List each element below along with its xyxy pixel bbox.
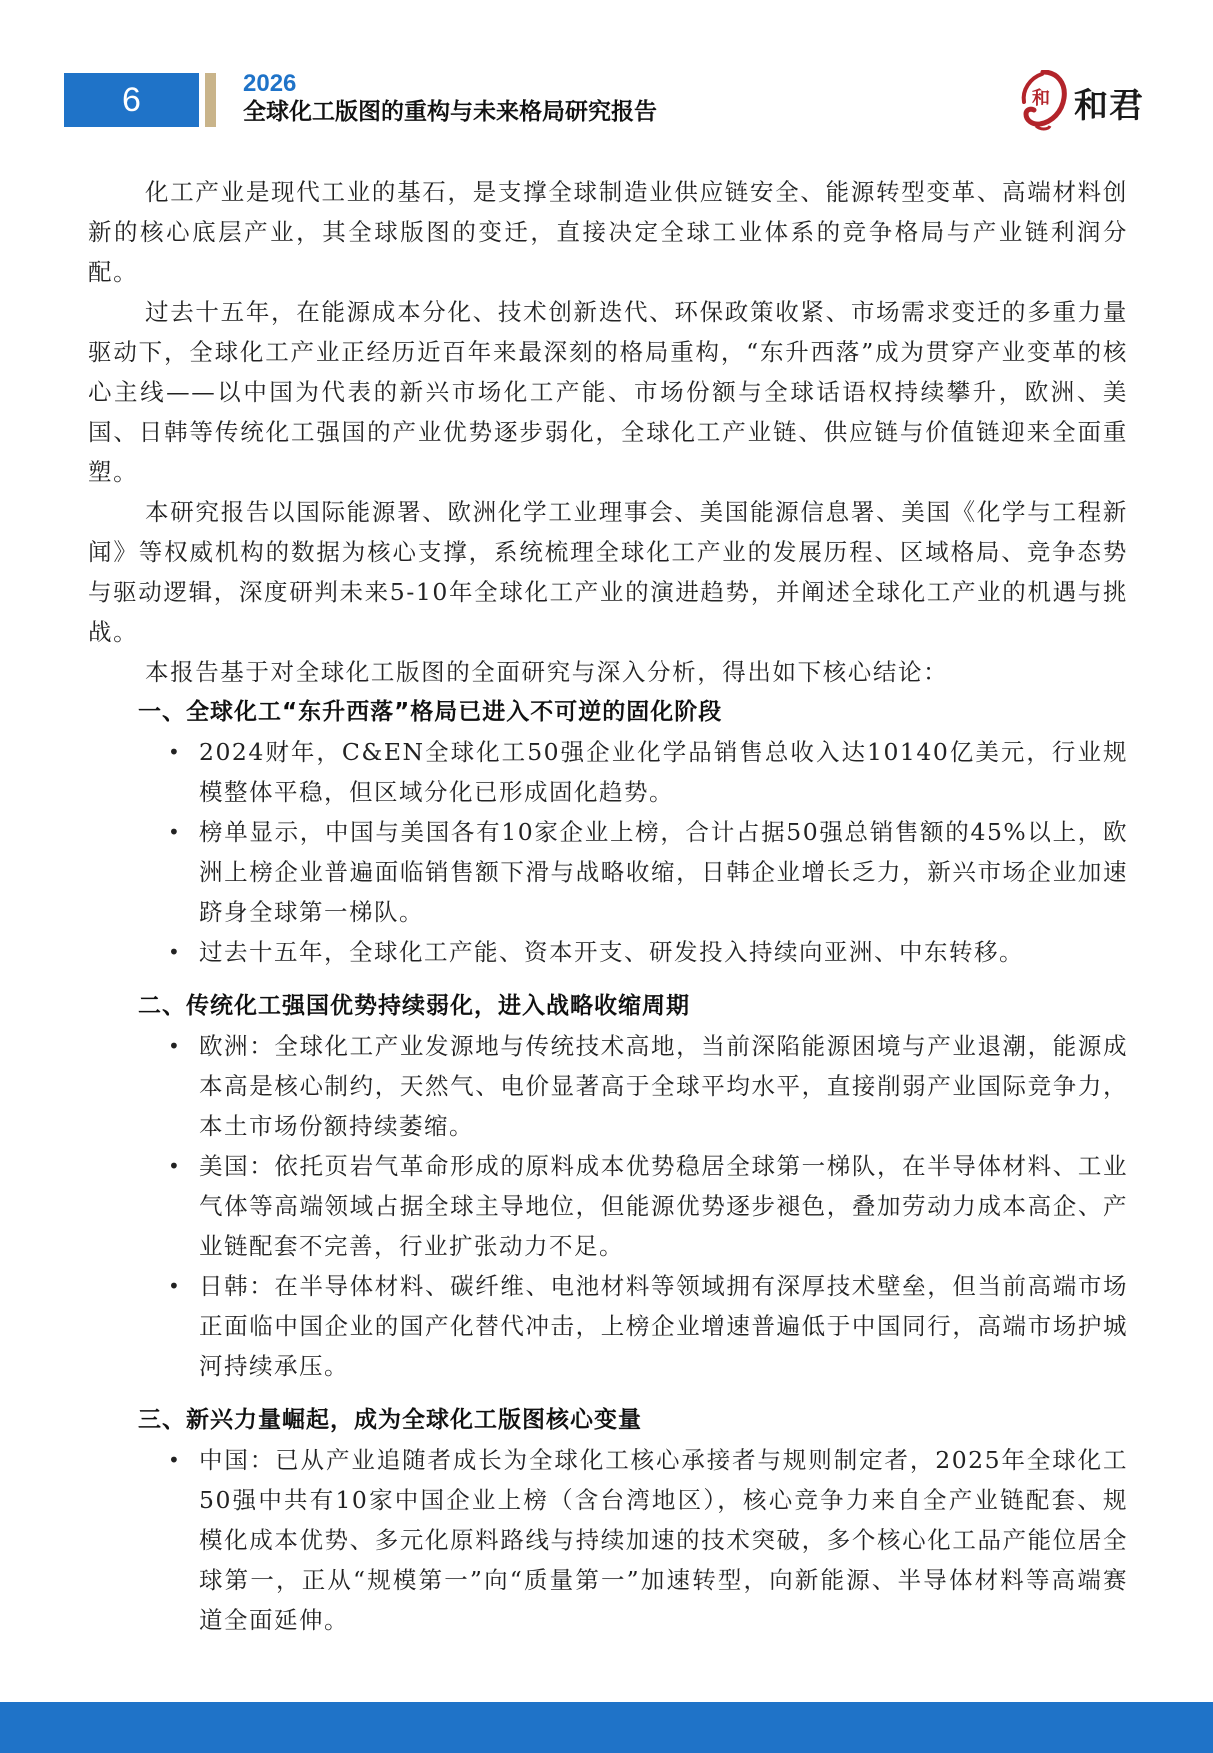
- section-3: [88, 1400, 1128, 1640]
- section-1: [88, 692, 1128, 972]
- list-item-text: 榜单显示，中国与美国各有10家企业上榜，合计占据50强总销售额的45%以上，欧洲上榜企业普遍面临销售额下滑与战略收缩，日韩企业增长乏力，新兴市场企业加速跻身全球第一梯队。: [199, 818, 1128, 926]
- bullet-icon: •: [168, 1274, 182, 1298]
- list-item-text: 中国：已从产业追随者成长为全球化工核心承接者与规则制定者，2025年全球化工50强中共有10家中国企业上榜（含台湾地区），核心竞争力来自全产业链配套、规模化成本优势、多元化原料路线与持续加速的技术突破，多个核心化工品产能位居全球第一，正从“规模第一”向“质量第一”加速转型，向新能源、半导体材料等高端赛道全面延伸。: [199, 1446, 1128, 1634]
- page-number: 6: [122, 80, 141, 119]
- intro-paragraph: 化工产业是现代工业的基石，是支撑全球制造业供应链安全、能源转型变革、高端材料创新的核心底层产业，其全球版图的变迁，直接决定全球工业体系的竞争格局与产业链利润分配。: [88, 178, 1128, 286]
- section-heading: 一、全球化工“东升西落”格局已进入不可逆的固化阶段: [138, 699, 723, 725]
- company-logo: [1018, 70, 1168, 136]
- bullet-icon: •: [168, 1034, 182, 1058]
- list-item: [88, 932, 1128, 972]
- intro-paragraph: 过去十五年，在能源成本分化、技术创新迭代、环保政策收紧、市场需求变迁的多重力量驱动下，全球化工产业正经历近百年来最深刻的格局重构，“东升西落”成为贯穿产业变革的核心主线——以中国为代表的新兴市场化工产能、市场份额与全球话语权持续攀升，欧洲、美国、日韩等传统化工强国的产业优势逐步弱化，全球化工产业链、供应链与价值链迎来全面重塑。: [88, 298, 1128, 486]
- bullet-list: [88, 1026, 1128, 1386]
- list-item: [88, 1440, 1128, 1640]
- logo-wordmark: 和君: [1074, 86, 1144, 126]
- section-heading: 三、新兴力量崛起，成为全球化工版图核心变量: [138, 1407, 642, 1433]
- page-number-accent-bar: [205, 73, 216, 127]
- bullet-icon: •: [168, 1448, 182, 1472]
- footer-bar: [0, 1702, 1213, 1753]
- intro-paragraph: 本研究报告以国际能源署、欧洲化学工业理事会、美国能源信息署、美国《化学与工程新闻》等权威机构的数据为核心支撑，系统梳理全球化工产业的发展历程、区域格局、竞争态势与驱动逻辑，深度研判未来5-10年全球化工产业的演进趋势，并阐述全球化工产业的机遇与挑战。: [88, 498, 1128, 646]
- bullet-icon: •: [168, 740, 182, 764]
- report-year: 2026: [243, 70, 297, 97]
- list-item: [88, 732, 1128, 812]
- list-item: [88, 1026, 1128, 1146]
- section-heading: 二、传统化工强国优势持续弱化，进入战略收缩周期: [138, 993, 690, 1019]
- bullet-list: [88, 1440, 1128, 1640]
- list-item: [88, 812, 1128, 932]
- list-item-text: 欧洲：全球化工产业发源地与传统技术高地，当前深陷能源困境与产业退潮，能源成本高是核心制约，天然气、电价显著高于全球平均水平，直接削弱产业国际竞争力，本土市场份额持续萎缩。: [199, 1032, 1128, 1140]
- bullet-icon: •: [168, 820, 182, 844]
- list-item-text: 日韩：在半导体材料、碳纤维、电池材料等领域拥有深厚技术壁垒，但当前高端市场正面临中国企业的国产化替代冲击，上榜企业增速普遍低于中国同行，高端市场护城河持续承压。: [199, 1272, 1128, 1380]
- list-item: [88, 1266, 1128, 1386]
- page-number-box: [64, 73, 199, 127]
- list-item-text: 2024财年，C&EN全球化工50强企业化学品销售总收入达10140亿美元，行业规模整体平稳，但区域分化已形成固化趋势。: [199, 738, 1128, 806]
- list-item-text: 过去十五年，全球化工产能、资本开支、研发投入持续向亚洲、中东转移。: [199, 938, 1024, 966]
- list-item: [88, 1146, 1128, 1266]
- report-title: 全球化工版图的重构与未来格局研究报告: [243, 99, 657, 125]
- svg-text:和: 和: [1032, 88, 1050, 109]
- bullet-icon: •: [168, 940, 182, 964]
- conclusion-lead: 本报告基于对全球化工版图的全面研究与深入分析，得出如下核心结论：: [145, 658, 949, 686]
- seal-logo-icon: [1018, 70, 1068, 132]
- report-body: [88, 172, 1128, 1640]
- bullet-list: [88, 732, 1128, 972]
- bullet-icon: •: [168, 1154, 182, 1178]
- section-2: [88, 986, 1128, 1386]
- list-item-text: 美国：依托页岩气革命形成的原料成本优势稳居全球第一梯队，在半导体材料、工业气体等高端领域占据全球主导地位，但能源优势逐步褪色，叠加劳动力成本高企、产业链配套不完善，行业扩张动力不足。: [199, 1152, 1128, 1260]
